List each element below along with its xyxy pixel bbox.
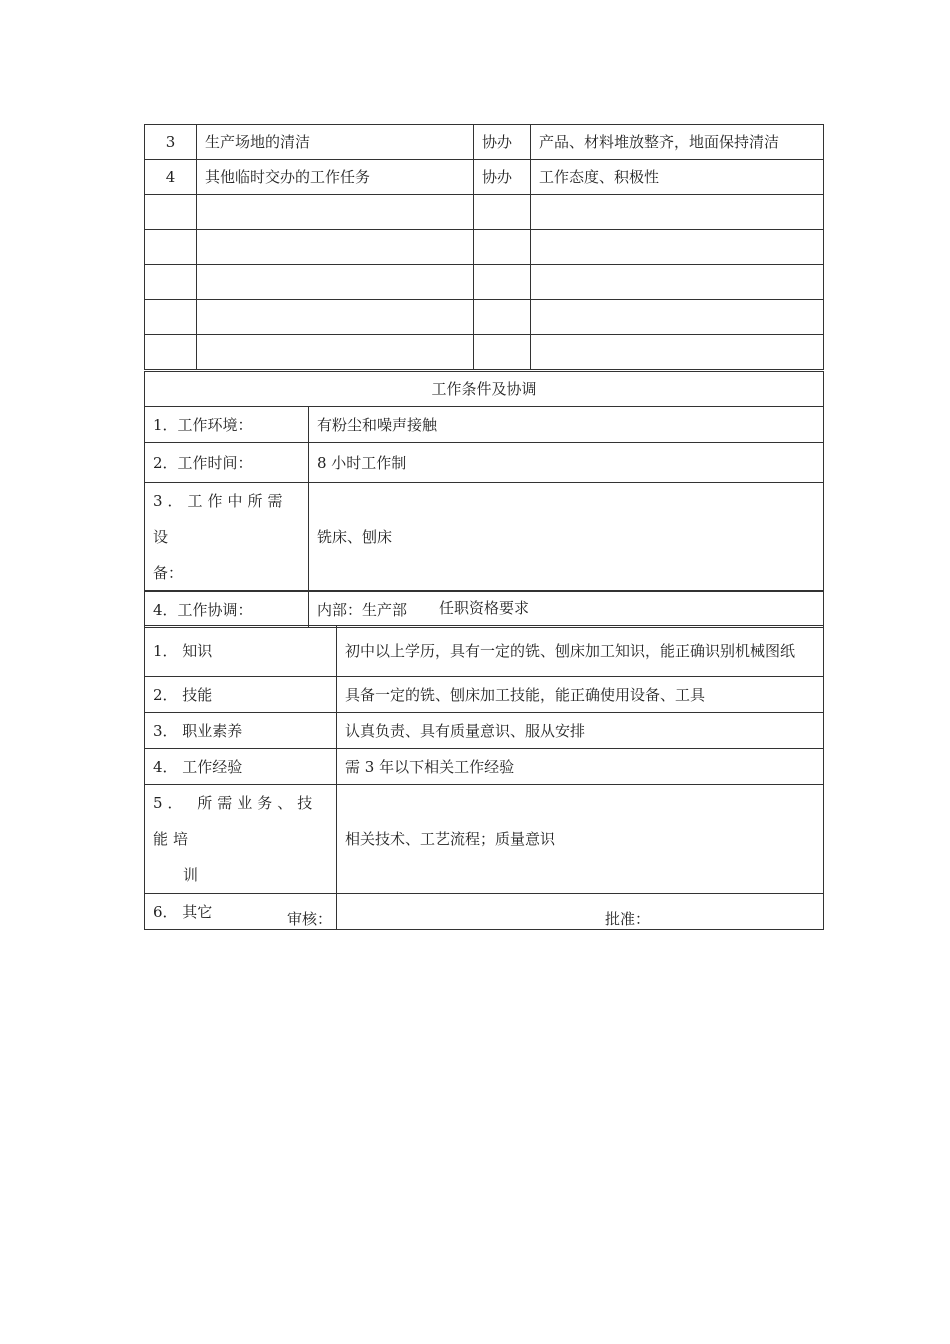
empty-row bbox=[145, 335, 824, 370]
duty-task: 其他临时交办的工作任务 bbox=[197, 160, 474, 195]
qualification-value: 初中以上学历，具有一定的铣、刨床加工知识，能正确识别机械图纸 bbox=[337, 626, 824, 677]
qualifications-table bbox=[144, 590, 824, 930]
qualification-label: 1． 知识 bbox=[145, 626, 337, 677]
duty-task: 生产场地的清洁 bbox=[197, 125, 474, 160]
duty-standard: 工作态度、积极性 bbox=[531, 160, 824, 195]
qualification-label: 4． 工作经验 bbox=[145, 749, 337, 785]
section-header-row bbox=[145, 372, 824, 407]
empty-row bbox=[145, 265, 824, 300]
job-duties-table bbox=[144, 124, 824, 370]
condition-label bbox=[145, 483, 309, 592]
table-row bbox=[145, 443, 824, 483]
qualification-label bbox=[145, 785, 337, 894]
qualification-value: 具备一定的铣、刨床加工技能，能正确使用设备、工具 bbox=[337, 677, 824, 713]
condition-label: 1．工作环境： bbox=[145, 407, 309, 443]
table-row bbox=[145, 483, 824, 592]
empty-row bbox=[145, 230, 824, 265]
condition-value: 8 小时工作制 bbox=[309, 443, 824, 483]
table-row bbox=[145, 894, 824, 930]
condition-value: 有粉尘和噪声接触 bbox=[309, 407, 824, 443]
qualification-value bbox=[337, 894, 824, 930]
condition-value: 内部：生产部 bbox=[309, 592, 824, 628]
condition-label-line2: 备： bbox=[153, 564, 184, 582]
table-row bbox=[145, 626, 824, 677]
duty-role: 协办 bbox=[474, 160, 531, 195]
table-row bbox=[145, 713, 824, 749]
review-signature-label: 审核： bbox=[287, 910, 333, 928]
duty-standard: 产品、材料堆放整齐，地面保持清洁 bbox=[531, 125, 824, 160]
table-row bbox=[145, 749, 824, 785]
table-row bbox=[145, 785, 824, 894]
table-row bbox=[145, 125, 824, 160]
qualification-value: 相关技术、工艺流程；质量意识 bbox=[337, 785, 824, 894]
qualification-value: 认真负责、具有质量意识、服从安排 bbox=[337, 713, 824, 749]
qualification-value: 需 3 年以下相关工作经验 bbox=[337, 749, 824, 785]
qualification-label: 3． 职业素养 bbox=[145, 713, 337, 749]
duty-number: 4 bbox=[145, 160, 197, 195]
empty-row bbox=[145, 300, 824, 335]
section-heading: 任职资格要求 bbox=[145, 591, 824, 626]
qualification-label-line2: 训 bbox=[183, 866, 199, 884]
table-row bbox=[145, 160, 824, 195]
qualification-label: 6． 其它 bbox=[145, 894, 337, 930]
condition-value: 铣床、刨床 bbox=[309, 483, 824, 592]
section-header-row bbox=[145, 591, 824, 626]
duty-role: 协办 bbox=[474, 125, 531, 160]
qualification-label: 2． 技能 bbox=[145, 677, 337, 713]
table-row bbox=[145, 407, 824, 443]
table-row bbox=[145, 677, 824, 713]
qualification-label-line1: 5． 所需业务、技能培 bbox=[153, 794, 318, 848]
condition-label: 2．工作时间： bbox=[145, 443, 309, 483]
section-heading: 工作条件及协调 bbox=[145, 372, 824, 407]
duty-number: 3 bbox=[145, 125, 197, 160]
approve-signature-label: 批准： bbox=[605, 910, 651, 928]
condition-label: 4．工作协调： bbox=[145, 592, 309, 628]
condition-label-line1: 3．工作中所需设 bbox=[153, 492, 288, 546]
empty-row bbox=[145, 195, 824, 230]
